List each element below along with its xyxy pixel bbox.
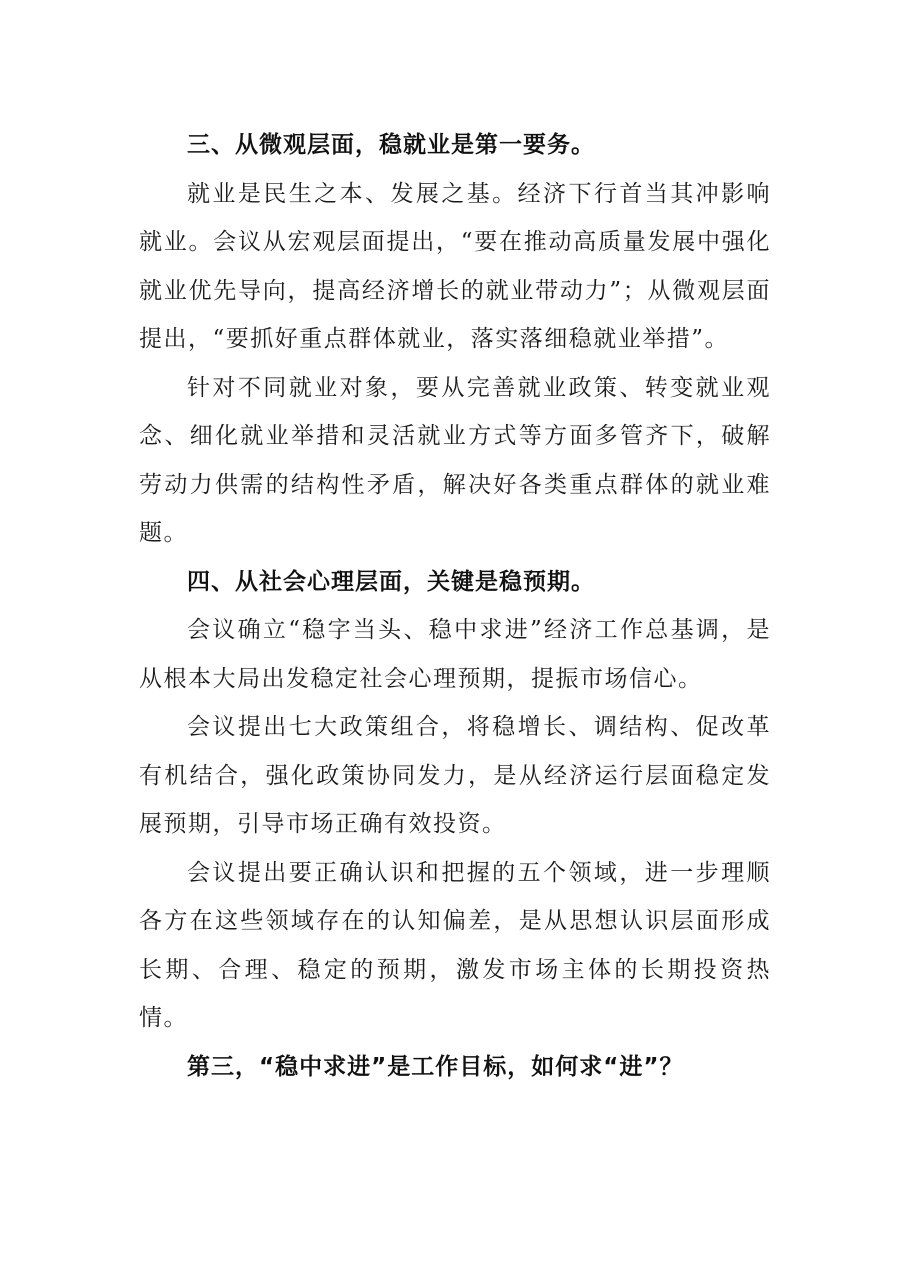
section-heading-seek-progress: 第三，“稳中求进”是工作目标，如何求“进”？ bbox=[187, 1053, 684, 1080]
section-heading-micro-employment: 三、从微观层面，稳就业是第一要务。 bbox=[187, 132, 595, 158]
paragraph-employment-basis: 就业是民生之本、发展之基。经济下行首当其冲影响就业。会议从宏观层面提出，“要在推动高质量发展中强化就业优先导向，提高经济增长的就业带动力”；从微观层面提出，“要抓好重点群体就业，落实落细稳就业举措”。 bbox=[139, 180, 771, 352]
paragraph-employment-measures: 针对不同就业对象，要从完善就业政策、转变就业观念、细化就业举措和灵活就业方式等方面多管齐下，破解劳动力供需的结构性矛盾，解决好各类重点群体的就业难题。 bbox=[139, 374, 771, 546]
document-body bbox=[139, 121, 771, 1091]
paragraph-policy-combination: 会议提出七大政策组合，将稳增长、调结构、促改革有机结合，强化政策协同发力，是从经济运行层面稳定发展预期，引导市场正确有效投资。 bbox=[139, 714, 771, 837]
paragraph-five-areas: 会议提出要正确认识和把握的五个领域，进一步理顺各方在这些领域存在的认知偏差，是从思想认识层面形成长期、合理、稳定的预期，激发市场主体的长期投资热情。 bbox=[139, 859, 771, 1031]
paragraph-general-tone: 会议确立“稳字当头、稳中求进”经济工作总基调，是从根本大局出发稳定社会心理预期，提振市场信心。 bbox=[139, 617, 771, 692]
section-heading-social-psychology: 四、从社会心理层面，关键是稳预期。 bbox=[187, 568, 595, 595]
